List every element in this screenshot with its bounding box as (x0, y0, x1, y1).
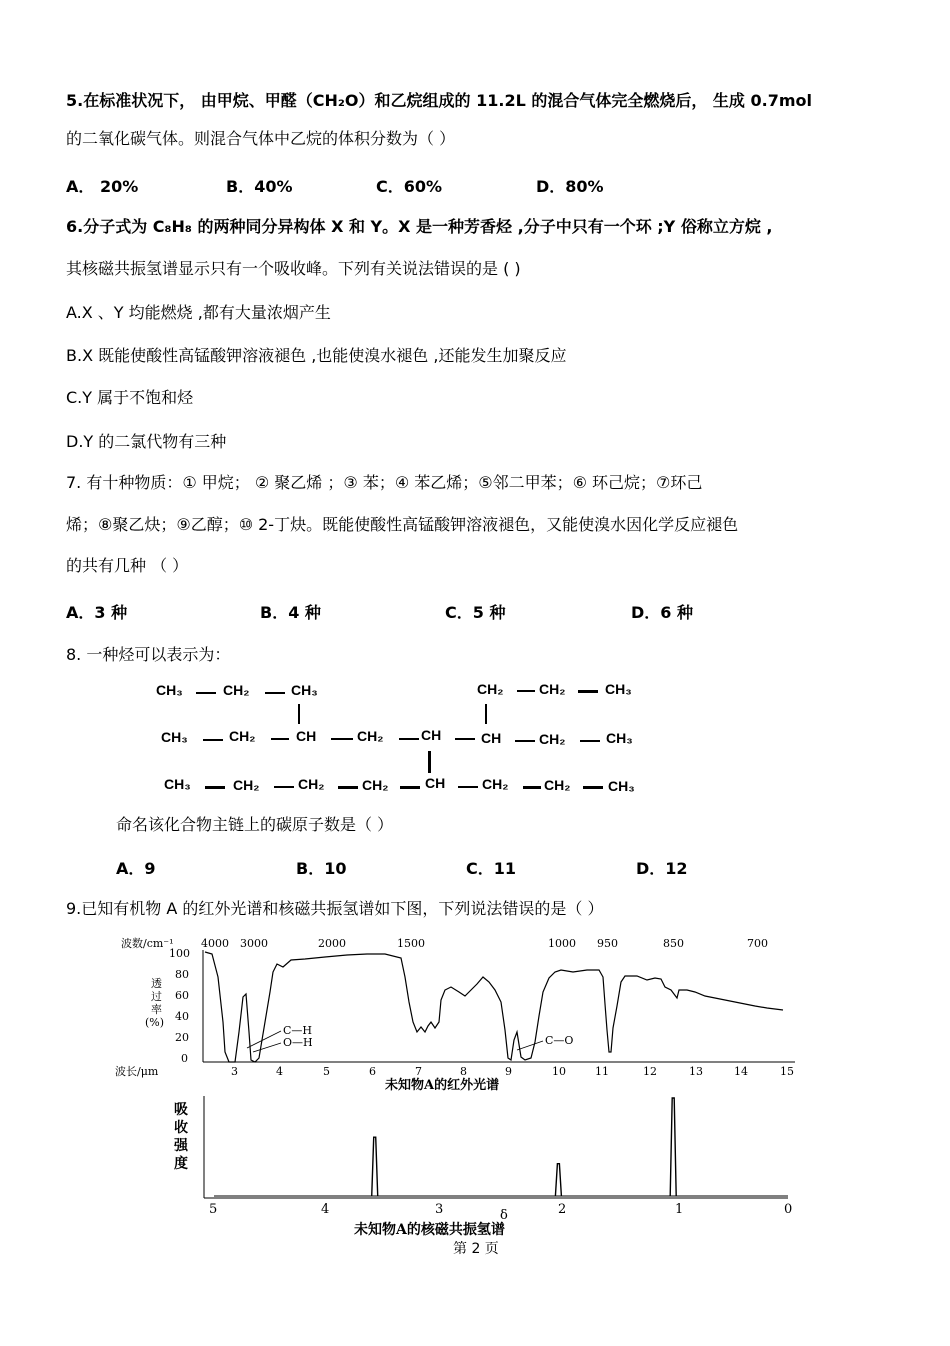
bond (399, 738, 419, 740)
bond (196, 692, 216, 694)
bond (485, 704, 487, 724)
ir-y-tick: 80 (175, 968, 189, 981)
ir-x-tick: 10 (552, 1065, 566, 1078)
ir-caption: 未知物A的红外光谱 (385, 1078, 500, 1092)
group: CH₂ (482, 776, 509, 792)
q7-option-a: A．3 种 (66, 603, 128, 622)
q5-option-c: C．60% (376, 177, 443, 196)
q6-option-b: B.X 既能使酸性高锰酸钾溶液褪色 ,也能使溴水褪色 ,还能发生加聚反应 (66, 346, 567, 365)
ir-annotation-pointer (253, 1043, 281, 1052)
group: CH₂ (233, 777, 260, 793)
ir-x-tick: 3 (231, 1065, 238, 1078)
bond (265, 692, 285, 694)
nmr-x-label: δ (500, 1208, 508, 1223)
ir-x-tick: 9 (505, 1065, 512, 1078)
group: CH₂ (223, 682, 250, 698)
group: CH₃ (291, 682, 318, 698)
ir-x-tick: 15 (780, 1065, 794, 1078)
ir-x-tick: 8 (460, 1065, 467, 1078)
nmr-caption: 未知物A的核磁共振氢谱 (354, 1222, 505, 1238)
nmr-spectrum (160, 1092, 810, 1244)
nmr-y-label: 吸 (174, 1102, 188, 1118)
ir-top-tick: 950 (597, 937, 618, 950)
q6-line1: 6.分子式为 C₈H₈ 的两种同分异构体 X 和 Y。X 是一种芳香烃 ,分子中只有一个环 ;Y 俗称立方烷 , (66, 217, 773, 236)
bond (298, 704, 300, 724)
ir-x-tick: 7 (415, 1065, 422, 1078)
bond (458, 786, 478, 788)
ir-y-label: 过 (151, 990, 162, 1003)
ir-top-tick: 3000 (240, 937, 268, 950)
q5-line2: 的二氧化碳气体。则混合气体中乙烷的体积分数为（ ） (66, 129, 456, 148)
q7-option-d: D．6 种 (631, 603, 693, 622)
bond (578, 690, 598, 693)
ir-x-tick: 5 (323, 1065, 330, 1078)
ir-x-tick: 14 (734, 1065, 748, 1078)
ir-x-tick: 12 (643, 1065, 657, 1078)
q8-option-b: B．10 (296, 859, 347, 878)
bond (455, 738, 475, 740)
group: CH₂ (544, 777, 571, 793)
group: CH₂ (477, 681, 504, 697)
ir-y-tick: 20 (175, 1031, 189, 1044)
q6-option-d: D.Y 的二氯代物有三种 (66, 432, 227, 451)
group: CH₂ (298, 776, 325, 792)
nmr-x-tick: 0 (784, 1202, 793, 1217)
group: CH₃ (156, 682, 183, 698)
ir-y-tick: 0 (181, 1052, 188, 1065)
ir-x-tick: 11 (595, 1065, 609, 1078)
q8-option-a: A．9 (116, 859, 156, 878)
bond (580, 740, 600, 742)
bond (274, 786, 294, 788)
q7-line2: 烯；⑧聚乙炔；⑨乙醇；⑩ 2-丁炔。既能使酸性高锰酸钾溶液褪色，又能使溴水因化学反应褪色 (66, 515, 739, 534)
group: CH (421, 727, 442, 743)
bond (515, 740, 535, 742)
group: CH₃ (164, 776, 191, 792)
q5-option-d: D．80% (536, 177, 604, 196)
q7-option-c: C．5 种 (445, 603, 506, 622)
ir-annotation-ch: C—H (283, 1024, 313, 1037)
nmr-y-label: 强 (174, 1138, 188, 1154)
ir-top-tick: 1500 (397, 937, 425, 950)
nmr-x-tick: 5 (209, 1202, 218, 1217)
nmr-y-label: 收 (174, 1120, 188, 1136)
ir-top-tick: 2000 (318, 937, 346, 950)
group: CH₂ (357, 728, 384, 744)
q8-question: 命名该化合物主链上的碳原子数是（ ） (116, 815, 394, 834)
nmr-x-tick: 4 (321, 1202, 330, 1217)
q5-line1: 5.在标准状况下， 由甲烷、甲醛（CH₂O）和乙烷组成的 11.2L 的混合气体完全燃烧后， 生成 0.7mol (66, 91, 812, 110)
q5-option-b: B．40% (226, 177, 293, 196)
group: CH₃ (161, 729, 188, 745)
ir-annotation-pointer (517, 1041, 543, 1050)
nmr-peak (372, 1137, 378, 1196)
bond (400, 786, 420, 789)
ir-y-label: 率 (151, 1003, 162, 1016)
nmr-peak (670, 1098, 676, 1196)
q9-line1: 9.已知有机物 A 的红外光谱和核磁共振氢谱如下图，下列说法错误的是（ ） (66, 899, 604, 918)
ir-annotation-pointer (247, 1031, 281, 1048)
group: CH₂ (539, 681, 566, 697)
bond (203, 739, 223, 741)
group: CH₃ (608, 778, 635, 794)
q7-line3: 的共有几种 （ ） (66, 556, 189, 575)
group: CH₃ (605, 681, 632, 697)
nmr-x-tick: 1 (675, 1202, 684, 1217)
ir-top-tick: 4000 (201, 937, 229, 950)
ir-top-axis-label: 波数/cm⁻¹ (121, 937, 174, 950)
ir-top-tick: 1000 (548, 937, 576, 950)
q8-line1: 8. 一种烃可以表示为： (66, 645, 231, 664)
bond (205, 786, 225, 789)
q8-option-c: C．11 (466, 859, 517, 878)
page-number: 第 2 页 (453, 1241, 499, 1257)
ir-y-label: (%) (145, 1016, 165, 1029)
bond (338, 786, 358, 789)
bond (517, 690, 535, 692)
group: CH₂ (362, 777, 389, 793)
ir-annotation-oh: O—H (283, 1036, 313, 1049)
nmr-x-tick: 3 (435, 1202, 444, 1217)
group: CH (425, 775, 446, 791)
ir-x-tick: 4 (276, 1065, 283, 1078)
group: CH₃ (606, 730, 633, 746)
ir-spectrum (115, 932, 805, 1092)
ir-y-label: 透 (151, 977, 162, 990)
nmr-y-label: 度 (174, 1156, 188, 1172)
ir-y-tick: 100 (169, 947, 190, 960)
ir-top-tick: 850 (663, 937, 684, 950)
nmr-peak (555, 1164, 561, 1196)
ir-x-tick: 6 (369, 1065, 376, 1078)
q7-line1: 7. 有十种物质：① 甲烷； ② 聚乙烯 ；③ 苯；④ 苯乙烯；⑤邻二甲苯；⑥ 环己烷；⑦环己 (66, 473, 703, 492)
bond (523, 786, 541, 789)
ir-y-tick: 60 (175, 989, 189, 1002)
ir-annotation-co: C—O (545, 1034, 574, 1047)
ir-y-tick: 40 (175, 1010, 189, 1023)
q6-line2: 其核磁共振氢谱显示只有一个吸收峰。下列有关说法错误的是 ( ) (66, 259, 521, 278)
group: CH₂ (539, 731, 566, 747)
ir-x-axis-label: 波长/μm (115, 1065, 159, 1078)
bond (428, 751, 431, 773)
bond (331, 738, 353, 740)
q7-option-b: B．4 种 (260, 603, 321, 622)
nmr-x-tick: 2 (558, 1202, 567, 1217)
ir-x-tick: 13 (689, 1065, 703, 1078)
q6-option-c: C.Y 属于不饱和烃 (66, 388, 194, 407)
group: CH (481, 730, 502, 746)
ir-top-tick: 700 (747, 937, 768, 950)
q5-option-a: A． 20% (66, 177, 139, 196)
q8-option-d: D．12 (636, 859, 688, 878)
group: CH₂ (229, 728, 256, 744)
bond (271, 738, 289, 740)
group: CH (296, 728, 317, 744)
bond (583, 786, 603, 789)
q6-option-a: A.X 、Y 均能燃烧 ,都有大量浓烟产生 (66, 303, 331, 322)
